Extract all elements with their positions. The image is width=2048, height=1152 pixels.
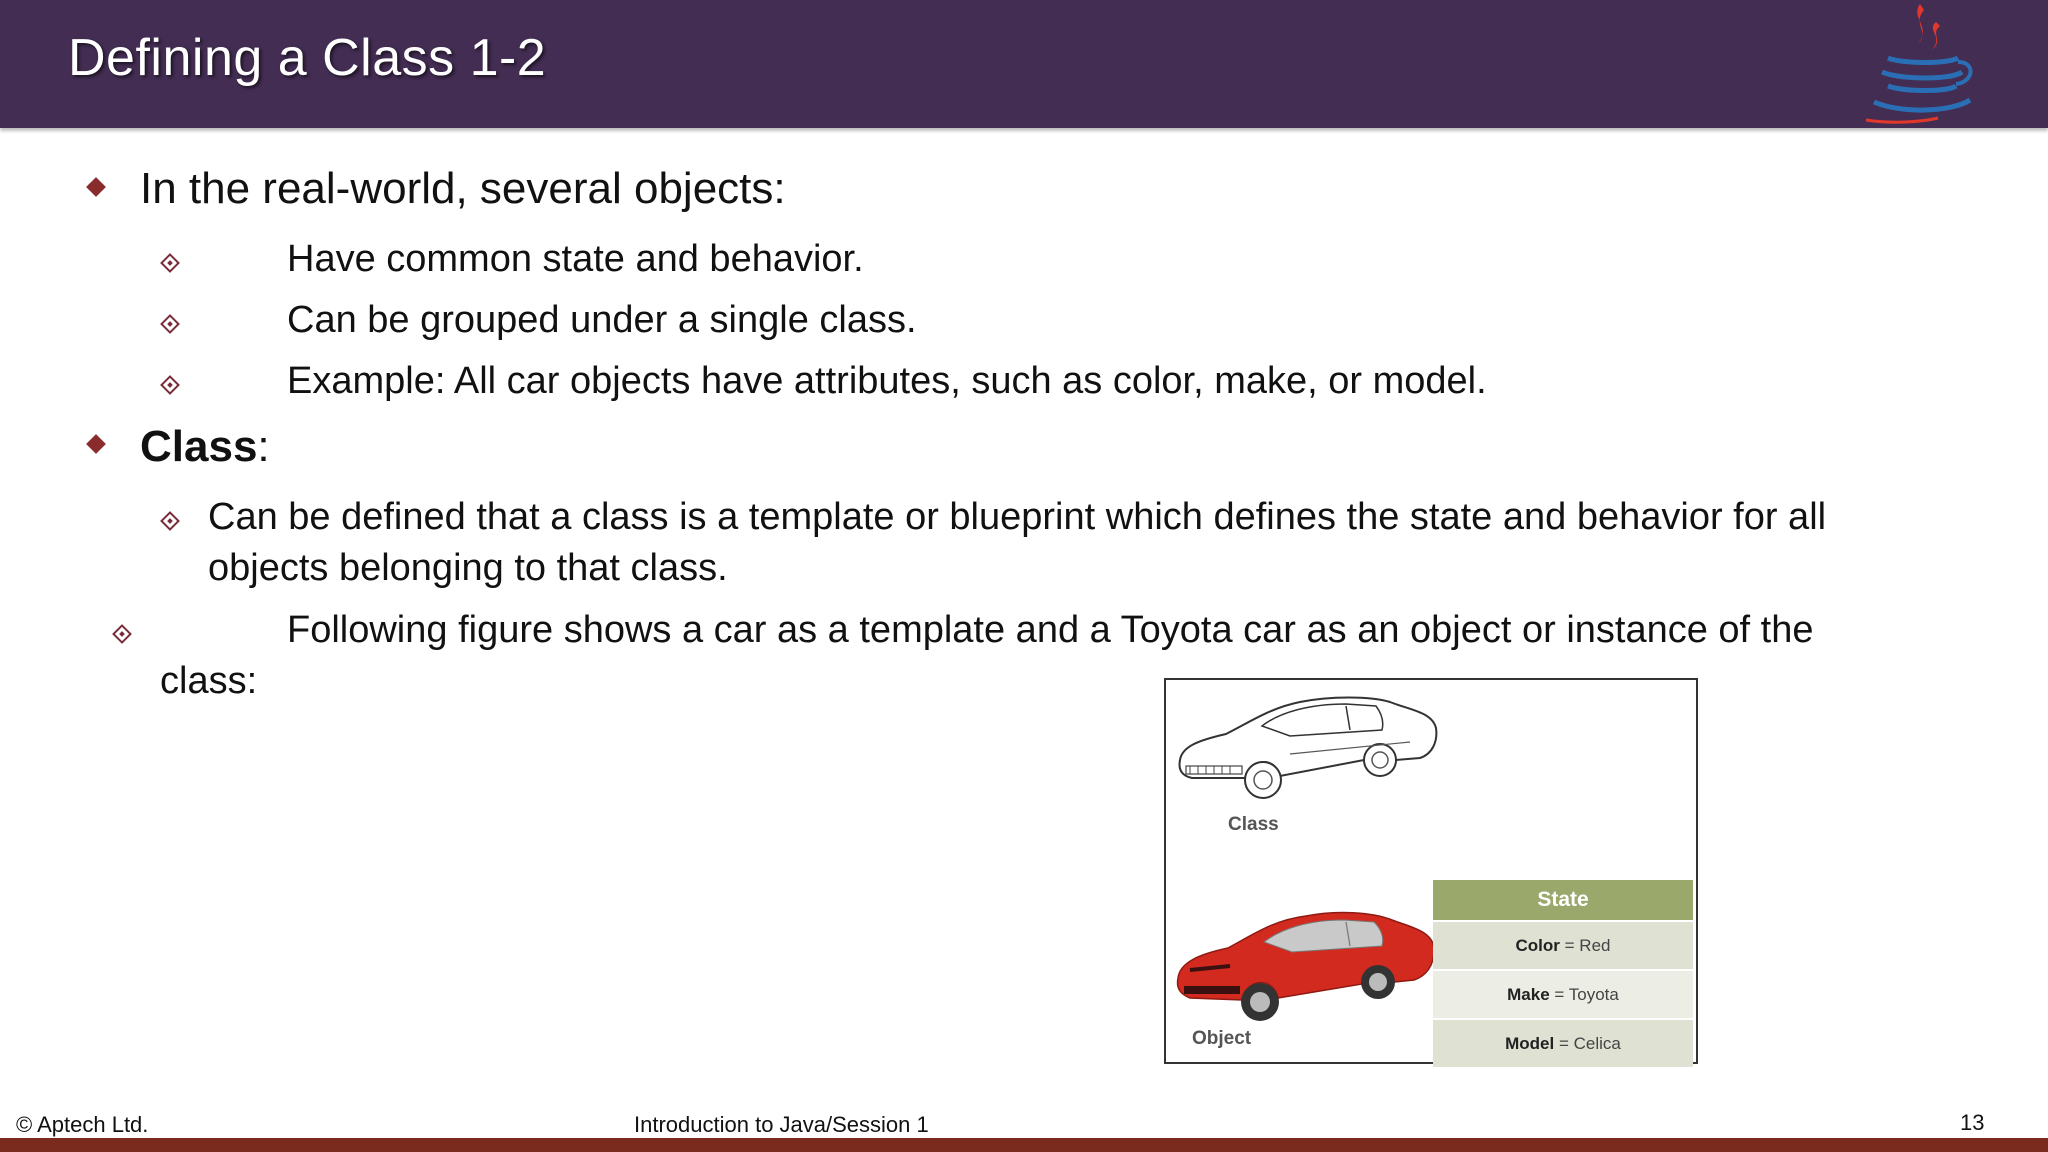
sub-bullet-grouped: Can be grouped under a single class. bbox=[287, 299, 917, 341]
sub-bullet-figure-line1: Following figure shows a car as a template and a Toyota car as an object or instance of the bbox=[287, 609, 1814, 651]
sub-bullet-marker bbox=[160, 375, 180, 395]
bullet-class-colon: : bbox=[257, 422, 270, 471]
car-outline-image bbox=[1170, 682, 1450, 810]
class-caption: Class bbox=[1228, 814, 1279, 835]
sub-bullet-template-line1: Can be defined that a class is a template or blueprint which defines the state and behavior for all bbox=[208, 496, 1827, 538]
red-car-image bbox=[1170, 894, 1440, 1034]
sub-bullet-marker bbox=[160, 511, 180, 531]
page-number: 13 bbox=[1960, 1110, 1985, 1135]
sub-bullet-marker bbox=[160, 314, 180, 334]
state-header: State bbox=[1433, 880, 1693, 921]
state-row-color: Color = Red bbox=[1433, 921, 1693, 970]
sub-bullet-template-line2: objects belonging to that class. bbox=[208, 547, 728, 589]
bullet-class bbox=[140, 422, 270, 472]
bullet-marker bbox=[86, 177, 106, 197]
object-caption: Object bbox=[1192, 1028, 1252, 1049]
state-row-model: Model = Celica bbox=[1433, 1019, 1693, 1067]
sub-bullet-common-state: Have common state and behavior. bbox=[287, 238, 864, 280]
sub-bullet-example: Example: All car objects have attributes, such as color, make, or model. bbox=[287, 360, 1487, 402]
footer-bar bbox=[0, 1138, 2048, 1152]
java-logo-icon bbox=[1852, 0, 1982, 128]
bullet-real-world: In the real-world, several objects: bbox=[140, 164, 786, 213]
sub-bullet-figure-line2: class: bbox=[160, 660, 258, 702]
footer-copyright: © Aptech Ltd. bbox=[16, 1112, 149, 1137]
sub-bullet-marker bbox=[112, 624, 132, 644]
footer-session: Introduction to Java/Session 1 bbox=[634, 1112, 929, 1137]
bullet-class-bold: Class bbox=[140, 422, 258, 471]
state-table bbox=[1433, 880, 1693, 1067]
bullet-marker bbox=[86, 434, 106, 454]
state-row-make: Make = Toyota bbox=[1433, 970, 1693, 1019]
slide-title: Defining a Class 1-2 bbox=[68, 29, 547, 87]
slide-header bbox=[0, 0, 2048, 128]
sub-bullet-marker bbox=[160, 253, 180, 273]
